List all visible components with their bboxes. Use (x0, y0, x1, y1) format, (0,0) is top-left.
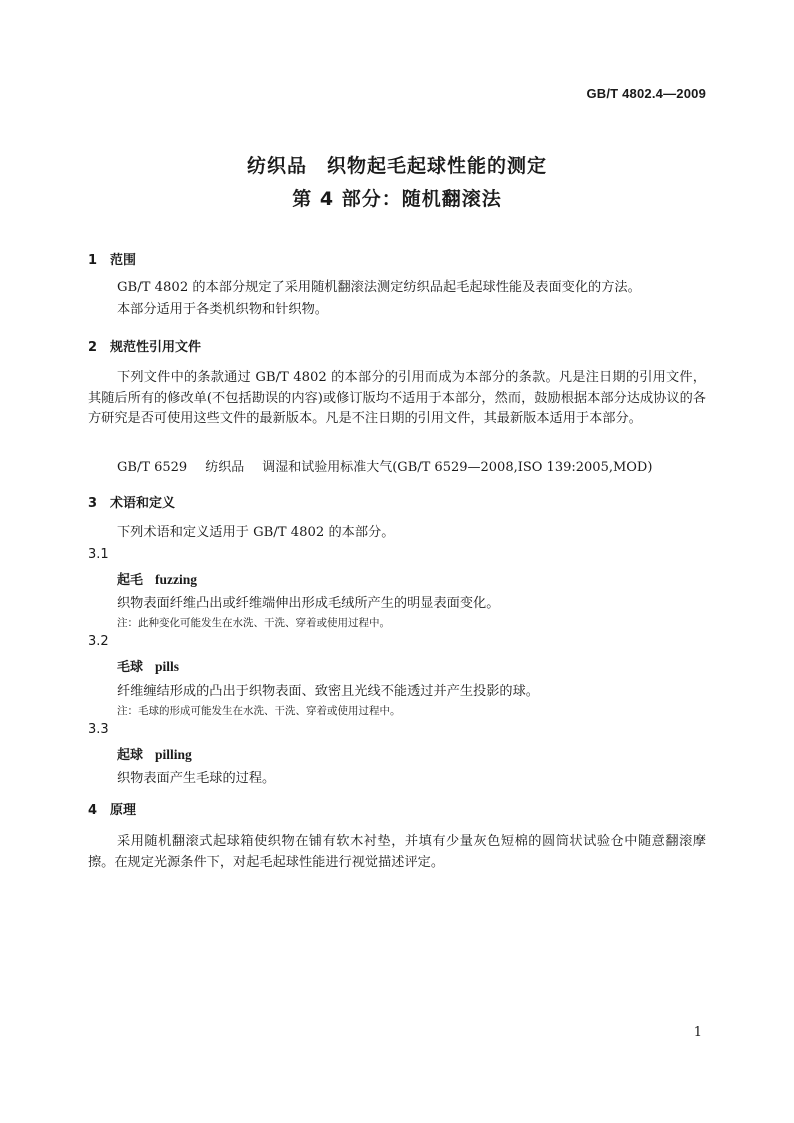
section-number: 4 (88, 803, 98, 818)
term-zh: 起球 (117, 748, 144, 763)
term-zh: 起毛 (117, 573, 144, 588)
section-1-heading (88, 249, 136, 268)
section-number: 2 (88, 340, 98, 355)
page-number: 1 (693, 1025, 702, 1040)
section-title: 范围 (110, 253, 137, 268)
term-definition: 织物表面纤维凸出或纤维端伸出形成毛绒所产生的明显表面变化。 (117, 596, 500, 611)
section-title: 规范性引用文件 (110, 340, 202, 355)
standard-number: GB/T 4802.4—2009 (586, 86, 706, 101)
section-title: 原理 (110, 803, 137, 818)
term-heading (117, 569, 197, 588)
normative-reference (117, 456, 670, 475)
section-2-heading (88, 336, 201, 355)
term-en: pilling (155, 747, 192, 762)
term-en: pills (155, 659, 180, 674)
term-note: 注：毛球的形成可能发生在水洗、干洗、穿着或使用过程中。 (117, 705, 401, 717)
section-1-paragraph-2: 本部分适用于各类机织物和针织物。 (117, 302, 328, 317)
term-zh: 毛球 (117, 660, 144, 675)
term-note: 注：此种变化可能发生在水洗、干洗、穿着或使用过程中。 (117, 617, 390, 629)
section-number: 1 (88, 253, 98, 268)
section-3-heading (88, 492, 175, 511)
reference-code: GB/T 6529 (117, 460, 188, 475)
term-en: fuzzing (155, 572, 198, 587)
term-number: 3.2 (88, 634, 109, 649)
term-heading (117, 744, 192, 763)
section-2-paragraph-1: 下列文件中的条款通过 GB/T 4802 的本部分的引用而成为本部分的条款。凡是注日期的引用文件，其随后所有的修改单(不包括勘误的内容)或修订版均不适用于本部分，然而，鼓励根据本部分达成协议的各方研究是否可使用这些文件的最新版本。凡是不注日期的引用文件，其最新版本适用于本部分。 (88, 370, 706, 426)
section-3-intro: 下列术语和定义适用于 GB/T 4802 的本部分。 (117, 525, 395, 540)
section-4-heading (88, 799, 136, 818)
term-definition: 纤维缠结形成的凸出于织物表面、致密且光线不能透过并产生投影的球。 (117, 684, 539, 699)
reference-description: 调湿和试验用标准大气(GB/T 6529—2008,ISO 139:2005,MOD) (262, 460, 653, 475)
section-4-paragraph-1: 采用随机翻滚式起球箱使织物在铺有软木衬垫，并填有少量灰色短棉的圆筒状试验仓中随意翻滚摩擦。在规定光源条件下，对起毛起球性能进行视觉描述评定。 (88, 834, 706, 870)
section-1-paragraph-1: GB/T 4802 的本部分规定了采用随机翻滚法测定纺织品起毛起球性能及表面变化的方法。 (117, 280, 641, 295)
section-number: 3 (88, 496, 98, 511)
document-title-line1: 纺织品 织物起毛起球性能的测定 (246, 155, 547, 177)
reference-title: 纺织品 (205, 460, 245, 475)
term-number: 3.3 (88, 722, 109, 737)
term-number: 3.1 (88, 547, 109, 562)
section-title: 术语和定义 (110, 496, 176, 511)
term-heading (117, 656, 179, 675)
document-title-line2: 第 4 部分：随机翻滚法 (292, 188, 502, 210)
term-definition: 织物表面产生毛球的过程。 (117, 771, 276, 786)
